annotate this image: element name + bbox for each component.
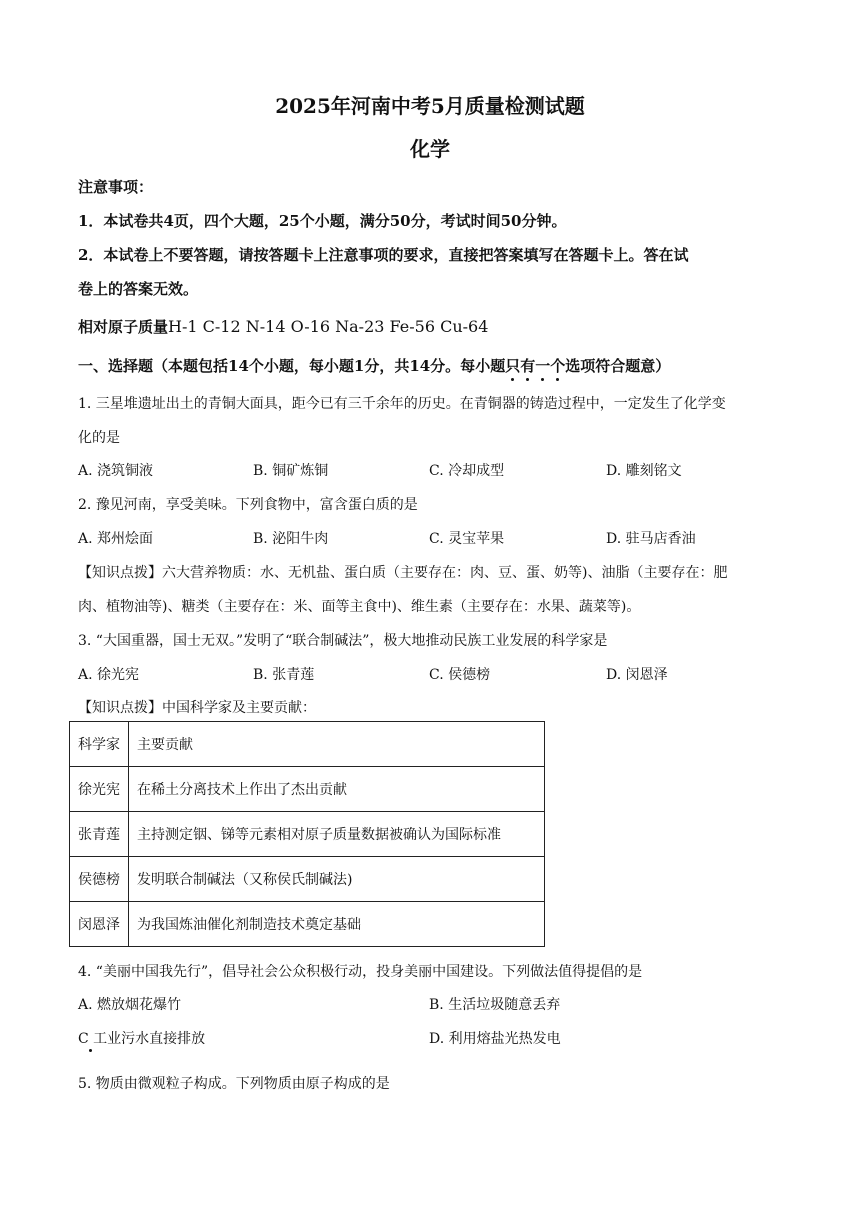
q4-option-c: C 工业污水直接排放 bbox=[78, 1031, 206, 1047]
table-cell: 发明联合制碱法（又称侯氏制碱法) bbox=[129, 857, 545, 902]
q4-option-a: A. 燃放烟花爆竹 bbox=[78, 997, 182, 1013]
table-row bbox=[70, 902, 545, 947]
q2-option-d: D. 驻马店香油 bbox=[606, 531, 696, 547]
q4-option-d: D. 利用熔盐光热发电 bbox=[429, 1031, 561, 1047]
table-cell: 侯德榜 bbox=[70, 857, 129, 902]
q4-stem: 4. “美丽中国我先行”，倡导社会公众积极行动，投身美丽中国建设。下列做法值得提倡的是 bbox=[78, 964, 643, 980]
q2-stem: 2. 豫见河南，享受美味。下列食物中，富含蛋白质的是 bbox=[78, 497, 418, 513]
q1-option-b: B. 铜矿炼铜 bbox=[253, 463, 329, 479]
tip-1-line-1: 【知识点拨】六大营养物质：水、无机盐、蛋白质（主要存在：肉、豆、蛋、奶等)、油脂（主要存在：肥 bbox=[78, 565, 728, 581]
atomic-mass-label: 相对原子质量 bbox=[78, 318, 169, 336]
exam-title: 2025年河南中考5月质量检测试题 bbox=[275, 94, 585, 118]
notice-item-1: 1．本试卷共4页，四个大题，25个小题，满分50分，考试时间50分钟。 bbox=[78, 212, 567, 230]
q5-stem: 5. 物质由微观粒子构成。下列物质由原子构成的是 bbox=[78, 1076, 390, 1092]
q3-stem: 3. “大国重器，国士无双。”发明了“联合制碱法”，极大地推动民族工业发展的科学家是 bbox=[78, 633, 608, 649]
q1-option-d: D. 雕刻铭文 bbox=[606, 463, 682, 479]
table-row bbox=[70, 857, 545, 902]
q2-option-b: B. 泌阳牛肉 bbox=[253, 531, 329, 547]
table-cell: 在稀土分离技术上作出了杰出贡献 bbox=[129, 767, 545, 812]
q3-option-d: D. 闵恩泽 bbox=[606, 667, 668, 683]
table-cell: 主要贡献 bbox=[129, 722, 545, 767]
table-cell: 为我国炼油催化剂制造技术奠定基础 bbox=[129, 902, 545, 947]
subject-title: 化学 bbox=[410, 137, 450, 161]
notice-item-2-line-1: 2．本试卷上不要答题，请按答题卡上注意事项的要求，直接把答案填写在答题卡上。答在试 bbox=[78, 246, 689, 264]
table-row bbox=[70, 812, 545, 857]
q1-stem-line-1: 1. 三星堆遗址出土的青铜大面具，距今已有三千余年的历史。在青铜器的铸造过程中，一定发生了化学变 bbox=[78, 396, 726, 412]
emphasis-char: 只 bbox=[505, 357, 521, 375]
emphasis-char: 一 bbox=[535, 357, 551, 375]
notice-item-2-line-2: 卷上的答案无效。 bbox=[78, 280, 199, 298]
section-1-suffix: 选项符合题意） bbox=[565, 357, 671, 375]
table-row bbox=[70, 767, 545, 812]
table-cell: 徐光宪 bbox=[70, 767, 129, 812]
q1-stem-line-2: 化的是 bbox=[78, 430, 120, 446]
atomic-mass-line bbox=[78, 316, 790, 337]
table-cell: 科学家 bbox=[70, 722, 129, 767]
section-1-prefix: 一、选择题（本题包括14个小题，每小题1分，共14分。每小题 bbox=[78, 357, 506, 375]
q2-option-a: A. 郑州烩面 bbox=[78, 531, 154, 547]
notice-heading: 注意事项： bbox=[78, 178, 154, 196]
option-dot-mark bbox=[89, 1049, 92, 1052]
emphasis-char: 有 bbox=[520, 357, 536, 375]
atomic-mass-values: H-1 C-12 N-14 O-16 Na-23 Fe-56 Cu-64 bbox=[168, 317, 489, 336]
q1-option-c: C. 冷却成型 bbox=[429, 463, 505, 479]
q4-option-b: B. 生活垃圾随意丢弃 bbox=[429, 997, 561, 1013]
q1-option-a: A. 浇筑铜液 bbox=[78, 463, 154, 479]
q3-option-a: A. 徐光宪 bbox=[78, 667, 140, 683]
tip-2-heading: 【知识点拨】中国科学家及主要贡献： bbox=[78, 700, 316, 716]
emphasis-char: 个 bbox=[550, 357, 566, 375]
tip-1-line-2: 肉、植物油等)、糖类（主要存在：米、面等主食中)、维生素（主要存在：水果、蔬菜等)。 bbox=[78, 599, 641, 615]
table-cell: 主持测定铟、锑等元素相对原子质量数据被确认为国际标准 bbox=[129, 812, 545, 857]
q2-option-c: C. 灵宝苹果 bbox=[429, 531, 505, 547]
table-cell: 闵恩泽 bbox=[70, 902, 129, 947]
q3-option-b: B. 张青莲 bbox=[253, 667, 315, 683]
scientists-table bbox=[69, 721, 545, 947]
section-1-heading bbox=[78, 355, 790, 376]
table-cell: 张青莲 bbox=[70, 812, 129, 857]
q3-option-c: C. 侯德榜 bbox=[429, 667, 491, 683]
table-row bbox=[70, 722, 545, 767]
